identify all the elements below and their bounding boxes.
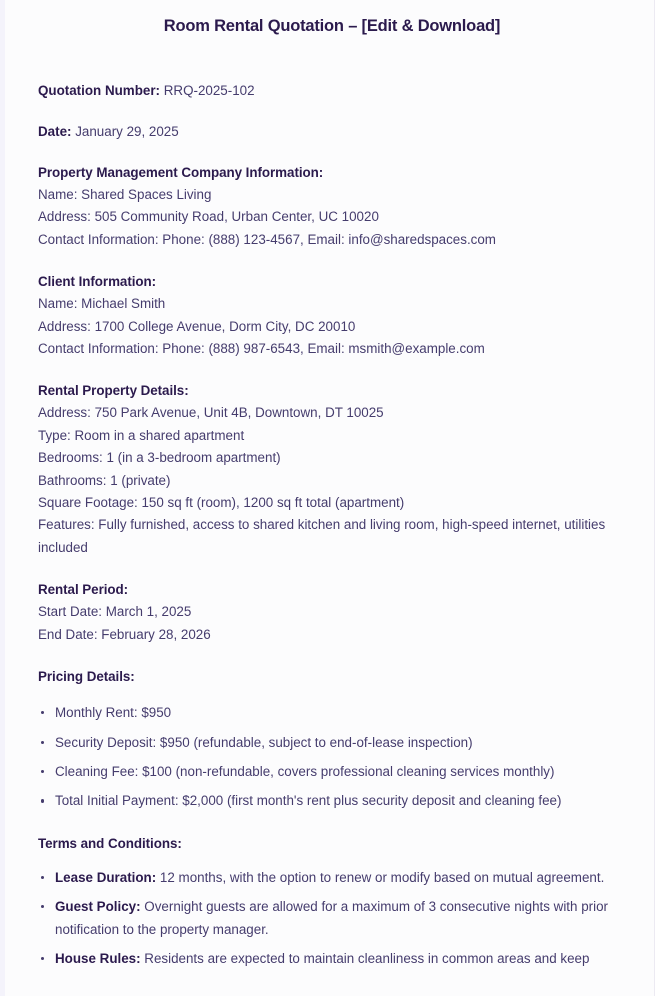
quotation-number-line — [38, 80, 626, 102]
terms-gap — [38, 855, 626, 867]
date-label: Date: — [38, 124, 72, 139]
list-item — [38, 896, 626, 941]
date-value: January 29, 2025 — [75, 124, 179, 139]
pricing-gap — [38, 688, 626, 702]
section-line-name: Name: Michael Smith — [38, 296, 166, 312]
section-property-management — [38, 162, 626, 251]
title-spacer — [38, 38, 626, 80]
section-line-square-footage: Square Footage: 150 sq ft (room), 1200 sq ft total (apartment) — [38, 495, 405, 511]
section-terms-and-conditions — [38, 833, 626, 971]
section-line-address: Address: 750 Park Avenue, Unit 4B, Downtown, DT 10025 — [38, 405, 384, 421]
list-item — [38, 867, 626, 889]
section-line-address: Address: 1700 College Avenue, Dorm City, DC 20010 — [38, 318, 356, 334]
section-heading: Property Management Company Information: — [38, 165, 324, 180]
section-line-name: Name: Shared Spaces Living — [38, 187, 212, 202]
list-item-label: Lease Duration: — [55, 869, 157, 885]
list-item-text: Cleaning Fee: $100 (non-refundable, covers professional cleaning services monthly) — [55, 763, 555, 779]
list-item — [38, 761, 626, 783]
section-heading: Pricing Details: — [38, 669, 135, 685]
section-line-address: Address: 505 Community Road, Urban Center, UC 10020 — [38, 209, 379, 225]
list-item-text: Monthly Rent: $950 — [55, 705, 172, 721]
section-line-end-date: End Date: February 28, 2026 — [38, 626, 211, 642]
section-client-information — [38, 271, 626, 360]
section-heading: Client Information: — [38, 274, 157, 290]
list-item-text: Total Initial Payment: $2,000 (first month's rent plus security deposit and cleaning fee) — [55, 793, 562, 809]
section-rental-property-details — [38, 380, 626, 559]
pricing-list — [38, 702, 626, 813]
section-line-bathrooms: Bathrooms: 1 (private) — [38, 472, 171, 488]
section-line-type: Type: Room in a shared apartment — [38, 427, 245, 443]
list-item — [38, 948, 626, 970]
list-item-text: 12 months, with the option to renew or modify based on mutual agreement. — [156, 869, 605, 885]
section-line-bedrooms: Bedrooms: 1 (in a 3-bedroom apartment) — [38, 450, 281, 466]
page-right-edge — [654, 0, 655, 996]
section-heading: Rental Property Details: — [38, 383, 189, 399]
list-item — [38, 732, 626, 754]
list-item-label: Guest Policy: — [55, 899, 141, 915]
quotation-number-label: Quotation Number: — [38, 83, 160, 98]
section-line-contact: Contact Information: Phone: (888) 987-6543, Email: msmith@example.com — [38, 341, 485, 357]
section-rental-period — [38, 579, 626, 646]
section-line-contact: Contact Information: Phone: (888) 123-4567, Email: info@sharedspaces.com — [38, 231, 496, 247]
list-item-text: Security Deposit: $950 (refundable, subject to end-of-lease inspection) — [55, 734, 473, 750]
list-item-label: House Rules: — [55, 950, 141, 966]
date-line — [38, 121, 626, 143]
list-item-text: Overnight guests are allowed for a maximum of 3 consecutive nights with prior notification to the property manager. — [55, 899, 608, 937]
section-pricing-details — [38, 666, 626, 813]
section-line-features: Features: Fully furnished, access to shared kitchen and living room, high-speed internet, utilities included — [38, 517, 606, 555]
list-item — [38, 702, 626, 724]
terms-list — [38, 867, 626, 971]
section-heading: Rental Period: — [38, 582, 129, 598]
page-title: Room Rental Quotation – [Edit & Download] — [163, 17, 501, 35]
document-body — [5, 0, 654, 996]
list-item — [38, 790, 626, 812]
section-line-start-date: Start Date: March 1, 2025 — [38, 604, 192, 620]
section-heading: Terms and Conditions: — [38, 835, 182, 851]
list-item-text: Residents are expected to maintain cleanliness in common areas and keep — [140, 950, 590, 966]
quotation-number-value: RRQ-2025-102 — [163, 83, 255, 98]
